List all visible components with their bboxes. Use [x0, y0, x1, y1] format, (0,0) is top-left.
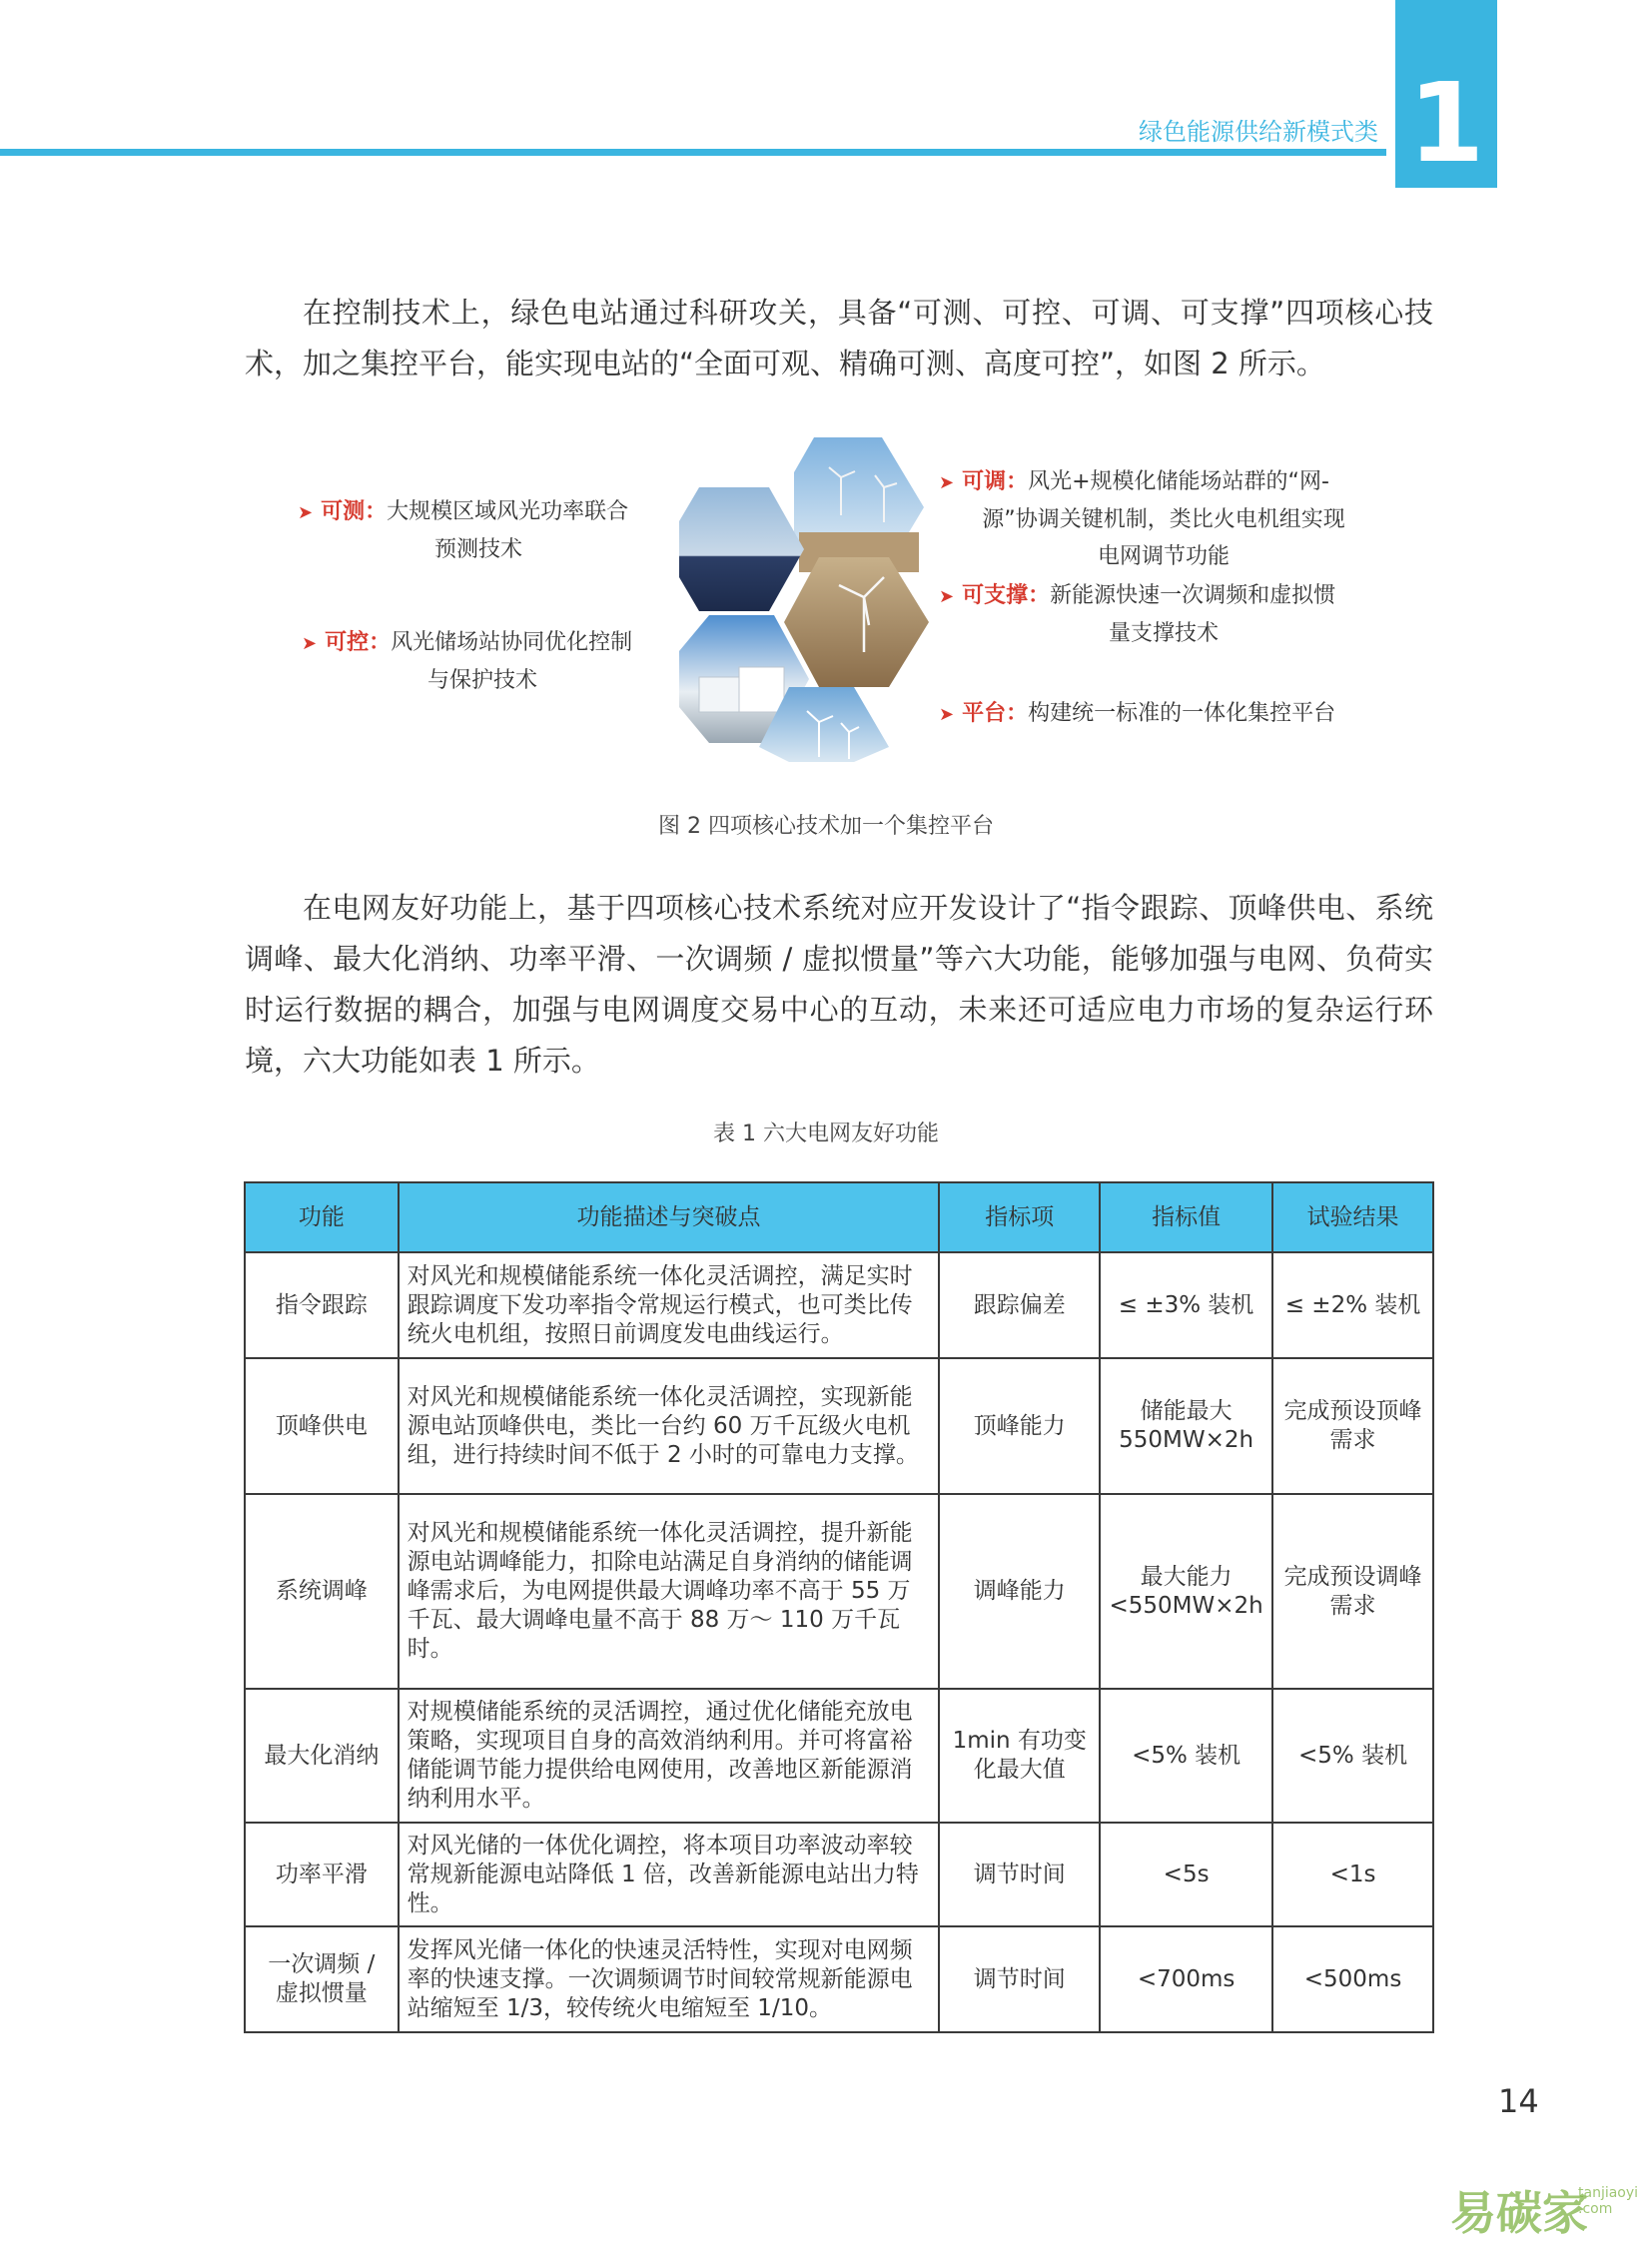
paragraph-text: 在控制技术上，绿色电站通过科研攻关，具备“可测、可控、可调、可支撑”四项核心技术，加之集控平台，能实现电站的“全面可观、精确可测、高度可控”，如图 2 所示。: [245, 296, 1433, 380]
table-cell: 完成预设顶峰需求: [1272, 1358, 1433, 1494]
body-paragraph-2: [245, 883, 1433, 1087]
table-cell: 一次调频 / 虚拟惯量: [245, 1926, 399, 2032]
table-cell: ≤ ±2% 装机: [1272, 1252, 1433, 1358]
table-cell: 顶峰能力: [939, 1358, 1100, 1494]
table-cell: 最大化消纳: [245, 1689, 399, 1823]
table-cell: 对风光和规模储能系统一体化灵活调控，实现新能源电站顶峰供电，类比一台约 60 万千瓦级火电机组，进行持续时间不低于 2 小时的可靠电力支撑。: [399, 1358, 940, 1494]
hex-photo-desert-turbine: [784, 557, 929, 687]
column-header: 指标值: [1100, 1182, 1272, 1252]
arrow-icon: ➤: [298, 502, 314, 523]
table-cell: <5s: [1100, 1823, 1272, 1926]
table-cell: 1min 有功变化最大值: [939, 1689, 1100, 1823]
table-row: [245, 1823, 1433, 1926]
arrow-icon: ➤: [302, 633, 318, 654]
arrow-icon: ➤: [939, 586, 955, 607]
column-header: 功能: [245, 1182, 399, 1252]
section-title: 绿色能源供给新模式类: [1139, 118, 1378, 146]
table-row: [245, 1926, 1433, 2032]
column-header: 指标项: [939, 1182, 1100, 1252]
photo-collage: [679, 437, 949, 762]
table-cell: 系统调峰: [245, 1494, 399, 1689]
watermark-logo: 易碳家: [1450, 2186, 1588, 2240]
table-cell: 完成预设调峰需求: [1272, 1494, 1433, 1689]
table-cell: <5% 装机: [1100, 1689, 1272, 1823]
table-row: [245, 1252, 1433, 1358]
figure-item-control: ➤ 可控：风光储场站协同优化控制 与保护技术: [302, 630, 633, 693]
table-cell: 对风光和规模储能系统一体化灵活调控，提升新能源电站调峰能力，扣除电站满足自身消纳的储能调峰需求后，为电网提供最大调峰功率不高于 55 万千瓦、最大调峰电量不高于 88 万～ 110 万千瓦时。: [399, 1494, 940, 1689]
figure-item-support: ➤ 可支撑：新能源快速一次调频和虚拟惯 量支撑技术: [939, 583, 1336, 646]
table-cell: <700ms: [1100, 1926, 1272, 2032]
figure-item-regulate: ➤ 可调：风光+规模化储能场站群的“网- 源”协调关键机制，类比火电机组实现 电网调节功能: [939, 469, 1345, 569]
paragraph-text: 在电网友好功能上，基于四项核心技术系统对应开发设计了“指令跟踪、顶峰供电、系统调峰、最大化消纳、功率平滑、一次调频 / 虚拟惯量”等六大功能，能够加强与电网、负荷实时运行数据的耦合，加强与电网调度交易中心的互动，未来还可适应电力市场的复杂运行环境，六大功能如表 1 所示。: [245, 891, 1433, 1078]
column-header: 功能描述与突破点: [399, 1182, 940, 1252]
table-row: [245, 1689, 1433, 1823]
table-cell: 最大能力 <550MW×2h: [1100, 1494, 1272, 1689]
table-cell: 对风光和规模储能系统一体化灵活调控，满足实时跟踪调度下发功率指令常规运行模式，也可类比传统火电机组，按照日前调度发电曲线运行。: [399, 1252, 940, 1358]
functions-table: [244, 1181, 1434, 2033]
table-cell: 发挥风光储一体化的快速灵活特性，实现对电网频率的快速支撑。一次调频调节时间较常规新能源电站缩短至 1/3，较传统火电缩短至 1/10。: [399, 1926, 940, 2032]
table-cell: 对规模储能系统的灵活调控，通过优化储能充放电策略，实现项目自身的高效消纳利用。并可将富裕储能调节能力提供给电网使用，改善地区新能源消纳利用水平。: [399, 1689, 940, 1823]
table-row: [245, 1494, 1433, 1689]
table-cell: <5% 装机: [1272, 1689, 1433, 1823]
table-cell: 功率平滑: [245, 1823, 399, 1926]
arrow-icon: ➤: [939, 472, 955, 493]
table-cell: 调节时间: [939, 1823, 1100, 1926]
table-cell: 储能最大 550MW×2h: [1100, 1358, 1272, 1494]
chapter-number: 1: [1407, 59, 1485, 187]
table-cell: 顶峰供电: [245, 1358, 399, 1494]
table-cell: 调峰能力: [939, 1494, 1100, 1689]
body-paragraph-1: [245, 288, 1433, 389]
table-header-row: [245, 1182, 1433, 1252]
table-cell: <500ms: [1272, 1926, 1433, 2032]
table-cell: 指令跟踪: [245, 1252, 399, 1358]
table-cell: <1s: [1272, 1823, 1433, 1926]
table-cell: 对风光储的一体优化调控，将本项目功率波动率较常规新能源电站降低 1 倍，改善新能源电站出力特性。: [399, 1823, 940, 1926]
table-cell: 调节时间: [939, 1926, 1100, 2032]
header-rule: [0, 149, 1386, 156]
table-row: [245, 1358, 1433, 1494]
figure-item-measure: ➤ 可测：大规模区域风光功率联合 预测技术: [298, 499, 629, 562]
figure-item-platform: ➤ 平台：构建统一标准的一体化集控平台: [939, 701, 1336, 726]
hex-photo-solar: [679, 487, 804, 611]
table-caption: 表 1 六大电网友好功能: [713, 1122, 939, 1146]
page-number: 14: [1498, 2082, 1539, 2120]
table-cell: ≤ ±3% 装机: [1100, 1252, 1272, 1358]
column-header: 试验结果: [1272, 1182, 1433, 1252]
figure-caption: 图 2 四项核心技术加一个集控平台: [658, 814, 994, 839]
table-cell: 跟踪偏差: [939, 1252, 1100, 1358]
arrow-icon: ➤: [939, 704, 955, 725]
watermark-url: tanjiaoyi .com: [1578, 2185, 1639, 2217]
